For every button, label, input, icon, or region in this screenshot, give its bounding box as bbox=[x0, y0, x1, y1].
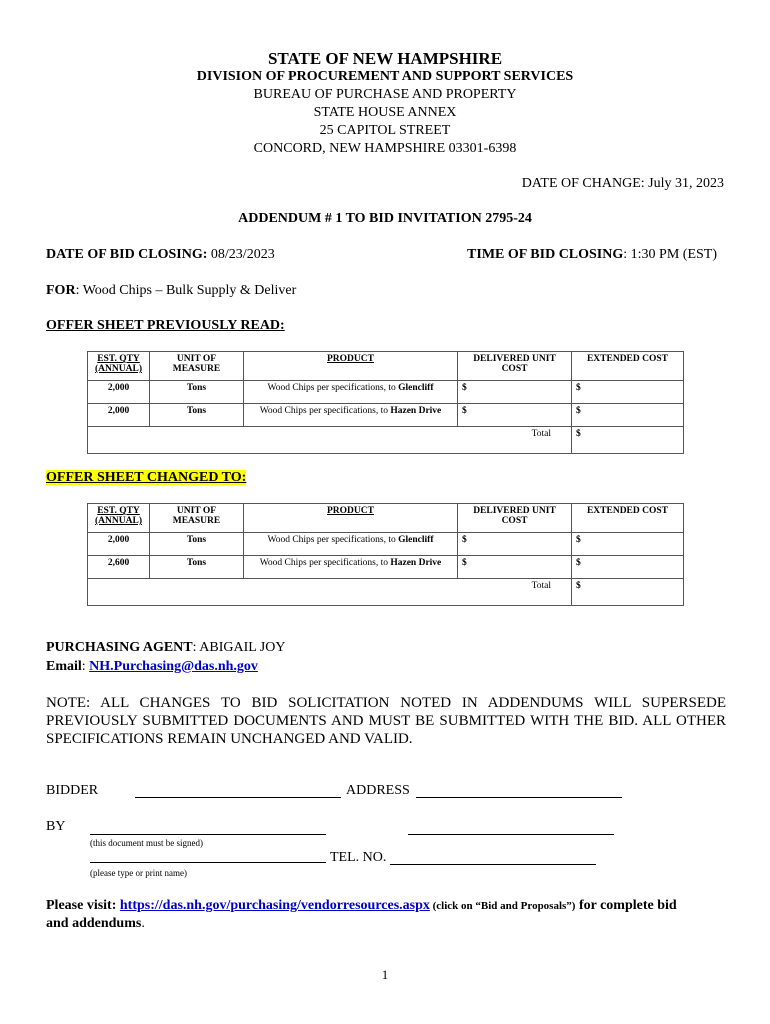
col-header-unit: UNIT OF MEASURE bbox=[150, 504, 244, 533]
visit-line2-text: and addendums bbox=[46, 916, 142, 931]
agent-label: PURCHASING AGENT bbox=[46, 640, 193, 655]
for-value: : Wood Chips – Bulk Supply & Deliver bbox=[75, 283, 297, 298]
product-cell bbox=[244, 556, 458, 579]
product-cell bbox=[244, 533, 458, 556]
tel-line[interactable] bbox=[390, 852, 596, 865]
changed-offer-heading-text: OFFER SHEET CHANGED TO: bbox=[46, 470, 247, 485]
total-label: Total bbox=[88, 579, 572, 606]
address-label: ADDRESS bbox=[346, 783, 410, 798]
date-of-change: DATE OF CHANGE: July 31, 2023 bbox=[521, 176, 724, 191]
product-place: Glencliff bbox=[398, 383, 434, 393]
bid-closing-time-value: : 1:30 PM (EST) bbox=[623, 247, 717, 262]
agent-name: : ABIGAIL JOY bbox=[192, 640, 286, 655]
agent-email-line bbox=[46, 659, 258, 675]
table-row bbox=[88, 533, 684, 556]
unit-cell: Tons bbox=[150, 381, 244, 404]
col-header-product: PRODUCT bbox=[244, 352, 458, 381]
address-line[interactable] bbox=[416, 785, 622, 798]
print-name-line[interactable] bbox=[90, 850, 326, 863]
building-line: STATE HOUSE ANNEX bbox=[313, 105, 457, 120]
col-header-unit: UNIT OF MEASURE bbox=[150, 352, 244, 381]
unit-cell: Tons bbox=[150, 533, 244, 556]
col-header-ext-cost: EXTENDED COST bbox=[572, 504, 684, 533]
city-line: CONCORD, NEW HAMPSHIRE 03301-6398 bbox=[253, 141, 517, 156]
bid-closing-date-label: DATE OF BID CLOSING: bbox=[46, 247, 208, 262]
bidder-label: BIDDER bbox=[46, 783, 99, 798]
division-line: DIVISION OF PROCUREMENT AND SUPPORT SERVICES bbox=[196, 69, 574, 84]
ext-cost-cell: $ bbox=[572, 533, 684, 556]
total-row bbox=[88, 427, 684, 454]
product-cell bbox=[244, 404, 458, 427]
bid-closing-time-label: TIME OF BID CLOSING bbox=[467, 247, 624, 262]
by-label: BY bbox=[46, 819, 66, 834]
product-prefix: Wood Chips per specifications, to bbox=[267, 383, 399, 393]
qty-cell: 2,000 bbox=[88, 381, 150, 404]
product-cell bbox=[244, 381, 458, 404]
visit-line-2 bbox=[46, 916, 145, 932]
vendor-resources-link[interactable]: https://das.nh.gov/purchasing/vendorresources.aspx bbox=[119, 898, 430, 913]
changed-offer-heading bbox=[46, 470, 246, 486]
unit-cell: Tons bbox=[150, 404, 244, 427]
ext-cost-cell: $ bbox=[572, 404, 684, 427]
previous-offer-table bbox=[87, 351, 684, 454]
addendum-title: ADDENDUM # 1 TO BID INVITATION 2795-24 bbox=[238, 211, 532, 226]
visit-click-note: (click on “Bid and Proposals”) bbox=[429, 900, 576, 912]
total-value: $ bbox=[572, 579, 684, 606]
for-label: FOR bbox=[46, 283, 76, 298]
product-prefix: Wood Chips per specifications, to bbox=[259, 558, 391, 568]
visit-prefix: Please visit: bbox=[46, 898, 120, 913]
visit-suffix: for complete bid bbox=[575, 898, 677, 913]
unit-cell: Tons bbox=[150, 556, 244, 579]
doc-title: STATE OF NEW HAMPSHIRE bbox=[267, 49, 503, 68]
total-value: $ bbox=[572, 427, 684, 454]
note-line-3: SPECIFICATIONS REMAIN UNCHANGED AND VALID. bbox=[46, 731, 413, 747]
total-row bbox=[88, 579, 684, 606]
email-link[interactable]: NH.Purchasing@das.nh.gov bbox=[89, 659, 258, 674]
unit-cost-cell: $ bbox=[458, 381, 572, 404]
email-sep: : bbox=[81, 659, 90, 674]
tel-label: TEL. NO. bbox=[330, 850, 387, 865]
signature-line[interactable] bbox=[90, 822, 326, 835]
email-label: Email bbox=[46, 659, 82, 674]
bid-closing-date bbox=[46, 247, 275, 263]
col-header-unit-cost: DELIVERED UNIT COST bbox=[458, 352, 572, 381]
note-line-1: NOTE: ALL CHANGES TO BID SOLICITATION NOTED IN ADDENDUMS WILL SUPERSEDE bbox=[46, 695, 726, 711]
qty-cell: 2,000 bbox=[88, 404, 150, 427]
product-place: Hazen Drive bbox=[390, 558, 442, 568]
bid-closing-time bbox=[467, 247, 717, 263]
bidder-line[interactable] bbox=[135, 785, 341, 798]
visit-line-1 bbox=[46, 898, 677, 914]
signed-note: (this document must be signed) bbox=[90, 838, 203, 848]
page-number: 1 bbox=[381, 967, 389, 982]
qty-cell: 2,000 bbox=[88, 533, 150, 556]
unit-cost-cell: $ bbox=[458, 556, 572, 579]
col-header-unit-cost: DELIVERED UNIT COST bbox=[458, 504, 572, 533]
col-header-qty: EST. QTY (ANNUAL) bbox=[88, 352, 150, 381]
bid-closing-date-value: 08/23/2023 bbox=[207, 247, 275, 262]
col-header-ext-cost: EXTENDED COST bbox=[572, 352, 684, 381]
ext-cost-cell: $ bbox=[572, 556, 684, 579]
street-line: 25 CAPITOL STREET bbox=[319, 123, 451, 138]
table-row bbox=[88, 556, 684, 579]
qty-cell: 2,600 bbox=[88, 556, 150, 579]
purchasing-agent bbox=[46, 640, 285, 656]
product-place: Hazen Drive bbox=[390, 406, 442, 416]
table-row bbox=[88, 404, 684, 427]
total-label: Total bbox=[88, 427, 572, 454]
changed-offer-table bbox=[87, 503, 684, 606]
unit-cost-cell: $ bbox=[458, 404, 572, 427]
date-line[interactable] bbox=[408, 822, 614, 835]
ext-cost-cell: $ bbox=[572, 381, 684, 404]
table-row bbox=[88, 381, 684, 404]
visit-period: . bbox=[141, 916, 145, 931]
bureau-line: BUREAU OF PURCHASE AND PROPERTY bbox=[253, 87, 517, 102]
col-header-qty: EST. QTY (ANNUAL) bbox=[88, 504, 150, 533]
col-header-product: PRODUCT bbox=[244, 504, 458, 533]
unit-cost-cell: $ bbox=[458, 533, 572, 556]
product-prefix: Wood Chips per specifications, to bbox=[259, 406, 391, 416]
table-header-row bbox=[88, 504, 684, 533]
product-prefix: Wood Chips per specifications, to bbox=[267, 535, 399, 545]
table-header-row bbox=[88, 352, 684, 381]
note-line-2: PREVIOUSLY SUBMITTED DOCUMENTS AND MUST BE SUBMITTED WITH THE BID. ALL OTHER bbox=[46, 713, 726, 729]
product-place: Glencliff bbox=[398, 535, 434, 545]
previous-offer-heading: OFFER SHEET PREVIOUSLY READ: bbox=[46, 318, 285, 333]
print-note: (please type or print name) bbox=[90, 868, 187, 878]
for-line bbox=[46, 283, 296, 299]
